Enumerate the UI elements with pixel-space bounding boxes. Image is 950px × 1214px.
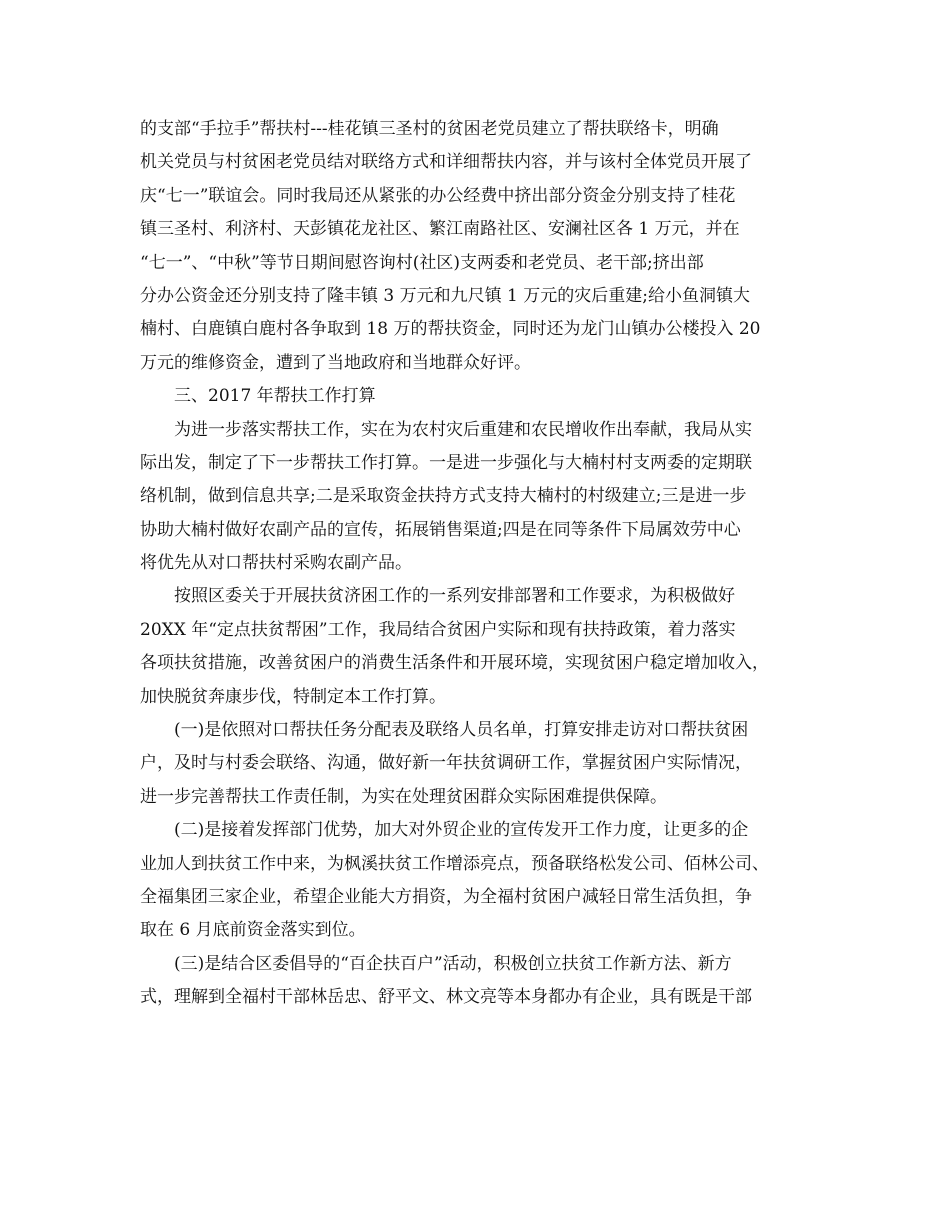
section-heading: 三、2017 年帮扶工作打算 [140, 386, 376, 407]
text-line: 20XX 年“定点扶贫帮困”工作，我局结合贫困户实际和现有扶持政策，着力落实 [140, 619, 736, 640]
text-line: 将优先从对口帮扶村采购农副产品。 [140, 553, 412, 574]
text-line: 际出发，制定了下一步帮扶工作打算。一是进一步强化与大楠村村支两委的定期联 [140, 452, 752, 473]
text-line: 万元的维修资金，遭到了当地政府和当地群众好评。 [140, 352, 531, 373]
text-line: 庆“七一”联谊会。同时我局还从紧张的办公经费中挤出部分资金分别支持了桂花 [140, 185, 736, 206]
document-body [140, 113, 820, 1015]
text-line: (三)是结合区委倡导的“百企扶百户”活动，积极创立扶贫工作新方法、新方 [140, 953, 732, 974]
text-line: 加快脱贫奔康步伐，特制定本工作打算。 [140, 686, 446, 707]
text-line: 户，及时与村委会联络、沟通，做好新一年扶贫调研工作，掌握贫困户实际情况， [140, 753, 752, 774]
text-line: 镇三圣村、利济村、天彭镇花龙社区、繁江南路社区、安澜社区各 1 万元，并在 [140, 219, 740, 240]
text-line: 楠村、白鹿镇白鹿村各争取到 18 万的帮扶资金，同时还为龙门山镇办公楼投入 20 [140, 319, 761, 340]
text-line: 进一步完善帮扶工作责任制，为实在处理贫困群众实际困难提供保障。 [140, 786, 667, 807]
text-line: 机关党员与村贫困老党员结对联络方式和详细帮扶内容，并与该村全体党员开展了 [140, 152, 752, 173]
text-line: 业加人到扶贫工作中来，为枫溪扶贫工作增添亮点，预备联络松发公司、佰林公司、 [140, 853, 769, 874]
text-line: 的支部“手拉手”帮扶村---桂花镇三圣村的贫困老党员建立了帮扶联络卡，明确 [140, 119, 719, 139]
text-line: “七一”、“中秋”等节日期间慰咨询村(社区)支两委和老党员、老干部;挤出部 [140, 252, 704, 273]
text-line: 络机制，做到信息共享;二是采取资金扶持方式支持大楠村的村级建立;三是进一步 [140, 486, 747, 507]
text-line: 按照区委关于开展扶贫济困工作的一系列安排部署和工作要求，为积极做好 [140, 586, 735, 607]
text-line: 各项扶贫措施，改善贫困户的消费生活条件和开展环境，实现贫困户稳定增加收入， [140, 653, 769, 674]
text-line: 式，理解到全福村干部林岳忠、舒平文、林文亮等本身都办有企业，具有既是干部 [140, 987, 752, 1008]
text-line: 取在 6 月底前资金落实到位。 [140, 920, 366, 941]
text-line: (一)是依照对口帮扶任务分配表及联络人员名单，打算安排走访对口帮扶贫困 [140, 720, 749, 741]
text-line: 协助大楠村做好农副产品的宣传，拓展销售渠道;四是在同等条件下局属效劳中心 [140, 519, 741, 540]
text-line: (二)是接着发挥部门优势，加大对外贸企业的宣传发开工作力度，让更多的企 [140, 820, 749, 841]
text-line: 为进一步落实帮扶工作，实在为农村灾后重建和农民增收作出奉献，我局从实 [140, 419, 752, 440]
text-line: 分办公资金还分别支持了隆丰镇 3 万元和九尺镇 1 万元的灾后重建;给小鱼洞镇大 [140, 285, 750, 306]
text-line: 全福集团三家企业，希望企业能大方捐资，为全福村贫困户减轻日常生活负担，争 [140, 886, 752, 907]
